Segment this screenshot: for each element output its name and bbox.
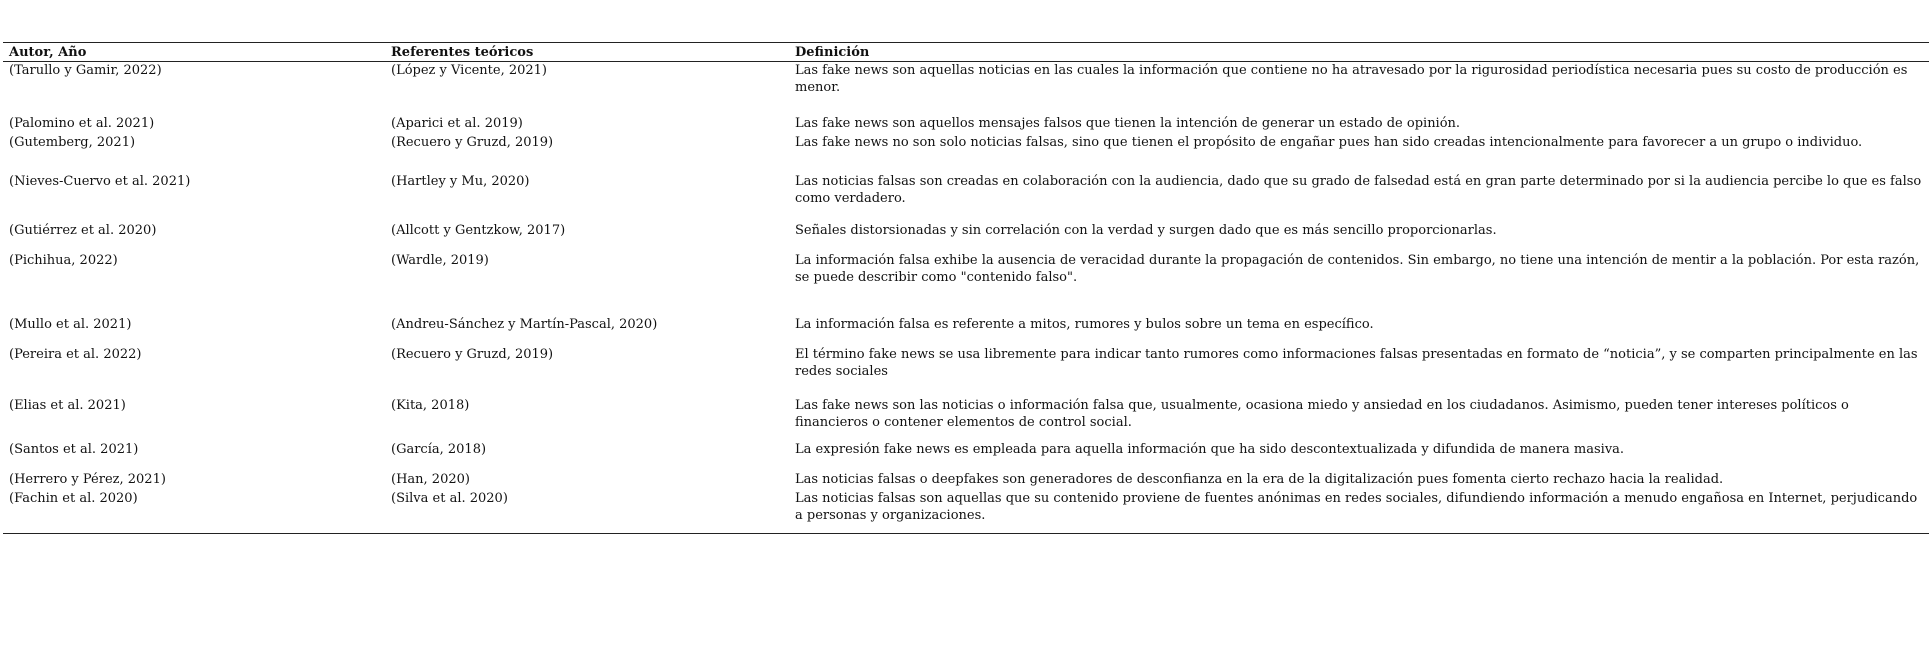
definitions-table-container bbox=[3, 42, 1929, 534]
cell-author: (Herrero y Pérez, 2021) bbox=[9, 471, 166, 487]
table-row bbox=[3, 397, 1929, 441]
cell-definition: La información falsa exhibe la ausencia de veracidad durante la propagación de contenidos. Sin embargo, no tiene una intención de mentir a la población. Por esta razón, se puede describir como "contenido falso". bbox=[795, 252, 1920, 285]
table-row bbox=[3, 115, 1929, 134]
table-row bbox=[3, 173, 1929, 222]
cell-author: (Pichihua, 2022) bbox=[9, 252, 118, 268]
table-row bbox=[3, 62, 1929, 115]
cell-definition: Las noticias falsas son creadas en colaboración con la audiencia, dado que su grado de falsedad está en gran parte determinado por si la audiencia percibe lo que es falso como verdadero. bbox=[795, 173, 1922, 206]
table-row bbox=[3, 346, 1929, 397]
cell-author: (Tarullo y Gamir, 2022) bbox=[9, 63, 162, 78]
cell-definition: Las noticias falsas son aquellas que su contenido proviene de fuentes anónimas en redes sociales, difundiendo información a menudo engañosa en Internet, perjudicando a personas y organizaciones. bbox=[795, 490, 1918, 523]
cell-reference: (Silva et al. 2020) bbox=[391, 490, 508, 506]
table-row bbox=[3, 134, 1929, 173]
cell-definition: Las fake news son aquellas noticias en las cuales la información que contiene no ha atravesado por la rigurosidad periodística necesaria pues su costo de producción es menor. bbox=[795, 63, 1908, 95]
cell-definition: El término fake news se usa libremente para indicar tanto rumores como informaciones falsas presentadas en formato de “noticia”, y se comparten principalmente en las redes sociales bbox=[795, 346, 1918, 379]
cell-definition: Las fake news no son solo noticias falsas, sino que tienen el propósito de engañar pues han sido creadas intencionalmente para favorecer a un grupo o individuo. bbox=[795, 134, 1863, 150]
cell-definition: La información falsa es referente a mitos, rumores y bulos sobre un tema en específico. bbox=[795, 316, 1374, 332]
cell-author: (Gutiérrez et al. 2020) bbox=[9, 222, 157, 238]
cell-reference: (Recuero y Gruzd, 2019) bbox=[391, 134, 554, 150]
cell-reference: (Hartley y Mu, 2020) bbox=[391, 173, 530, 189]
header-definition: Definición bbox=[795, 45, 870, 60]
cell-reference: (Kita, 2018) bbox=[391, 397, 470, 413]
table-row bbox=[3, 490, 1929, 534]
cell-reference: (García, 2018) bbox=[391, 441, 487, 457]
header-author-year: Autor, Año bbox=[9, 45, 87, 60]
cell-author: (Pereira et al. 2022) bbox=[9, 346, 142, 362]
header-theoretical-references: Referentes teóricos bbox=[391, 45, 534, 60]
table-row bbox=[3, 252, 1929, 316]
cell-author: (Santos et al. 2021) bbox=[9, 441, 139, 457]
cell-author: (Nieves-Cuervo et al. 2021) bbox=[9, 173, 191, 189]
table-row bbox=[3, 316, 1929, 346]
definitions-table bbox=[3, 42, 1929, 534]
cell-definition: Las fake news son las noticias o información falsa que, usualmente, ocasiona miedo y ansiedad en los ciudadanos. Asimismo, pueden tener intereses políticos o financieros o contener elementos de control social. bbox=[795, 397, 1849, 430]
cell-definition: Las noticias falsas o deepfakes son generadores de desconfianza en la era de la digitalización pues fomenta cierto rechazo hacia la realidad. bbox=[795, 471, 1724, 487]
cell-definition: Las fake news son aquellos mensajes falsos que tienen la intención de generar un estado de opinión. bbox=[795, 115, 1461, 131]
cell-author: (Fachin et al. 2020) bbox=[9, 490, 138, 506]
cell-reference: (López y Vicente, 2021) bbox=[391, 63, 548, 78]
cell-author: (Palomino et al. 2021) bbox=[9, 115, 155, 131]
cell-reference: (Aparici et al. 2019) bbox=[391, 115, 523, 131]
cell-reference: (Recuero y Gruzd, 2019) bbox=[391, 346, 554, 362]
table-row bbox=[3, 471, 1929, 490]
cell-reference: (Wardle, 2019) bbox=[391, 252, 489, 268]
cell-definition: Señales distorsionadas y sin correlación con la verdad y surgen dado que es más sencillo proporcionarlas. bbox=[795, 222, 1497, 238]
cell-reference: (Allcott y Gentzkow, 2017) bbox=[391, 222, 566, 238]
cell-author: (Mullo et al. 2021) bbox=[9, 316, 132, 332]
cell-reference: (Han, 2020) bbox=[391, 471, 470, 487]
cell-reference: (Andreu-Sánchez y Martín-Pascal, 2020) bbox=[391, 316, 658, 332]
table-header-row bbox=[3, 43, 1929, 62]
table-row bbox=[3, 222, 1929, 252]
cell-author: (Elias et al. 2021) bbox=[9, 397, 126, 413]
cell-definition: La expresión fake news es empleada para aquella información que ha sido descontextualizada y difundida de manera masiva. bbox=[795, 441, 1625, 457]
cell-author: (Gutemberg, 2021) bbox=[9, 134, 136, 150]
table-row bbox=[3, 441, 1929, 471]
